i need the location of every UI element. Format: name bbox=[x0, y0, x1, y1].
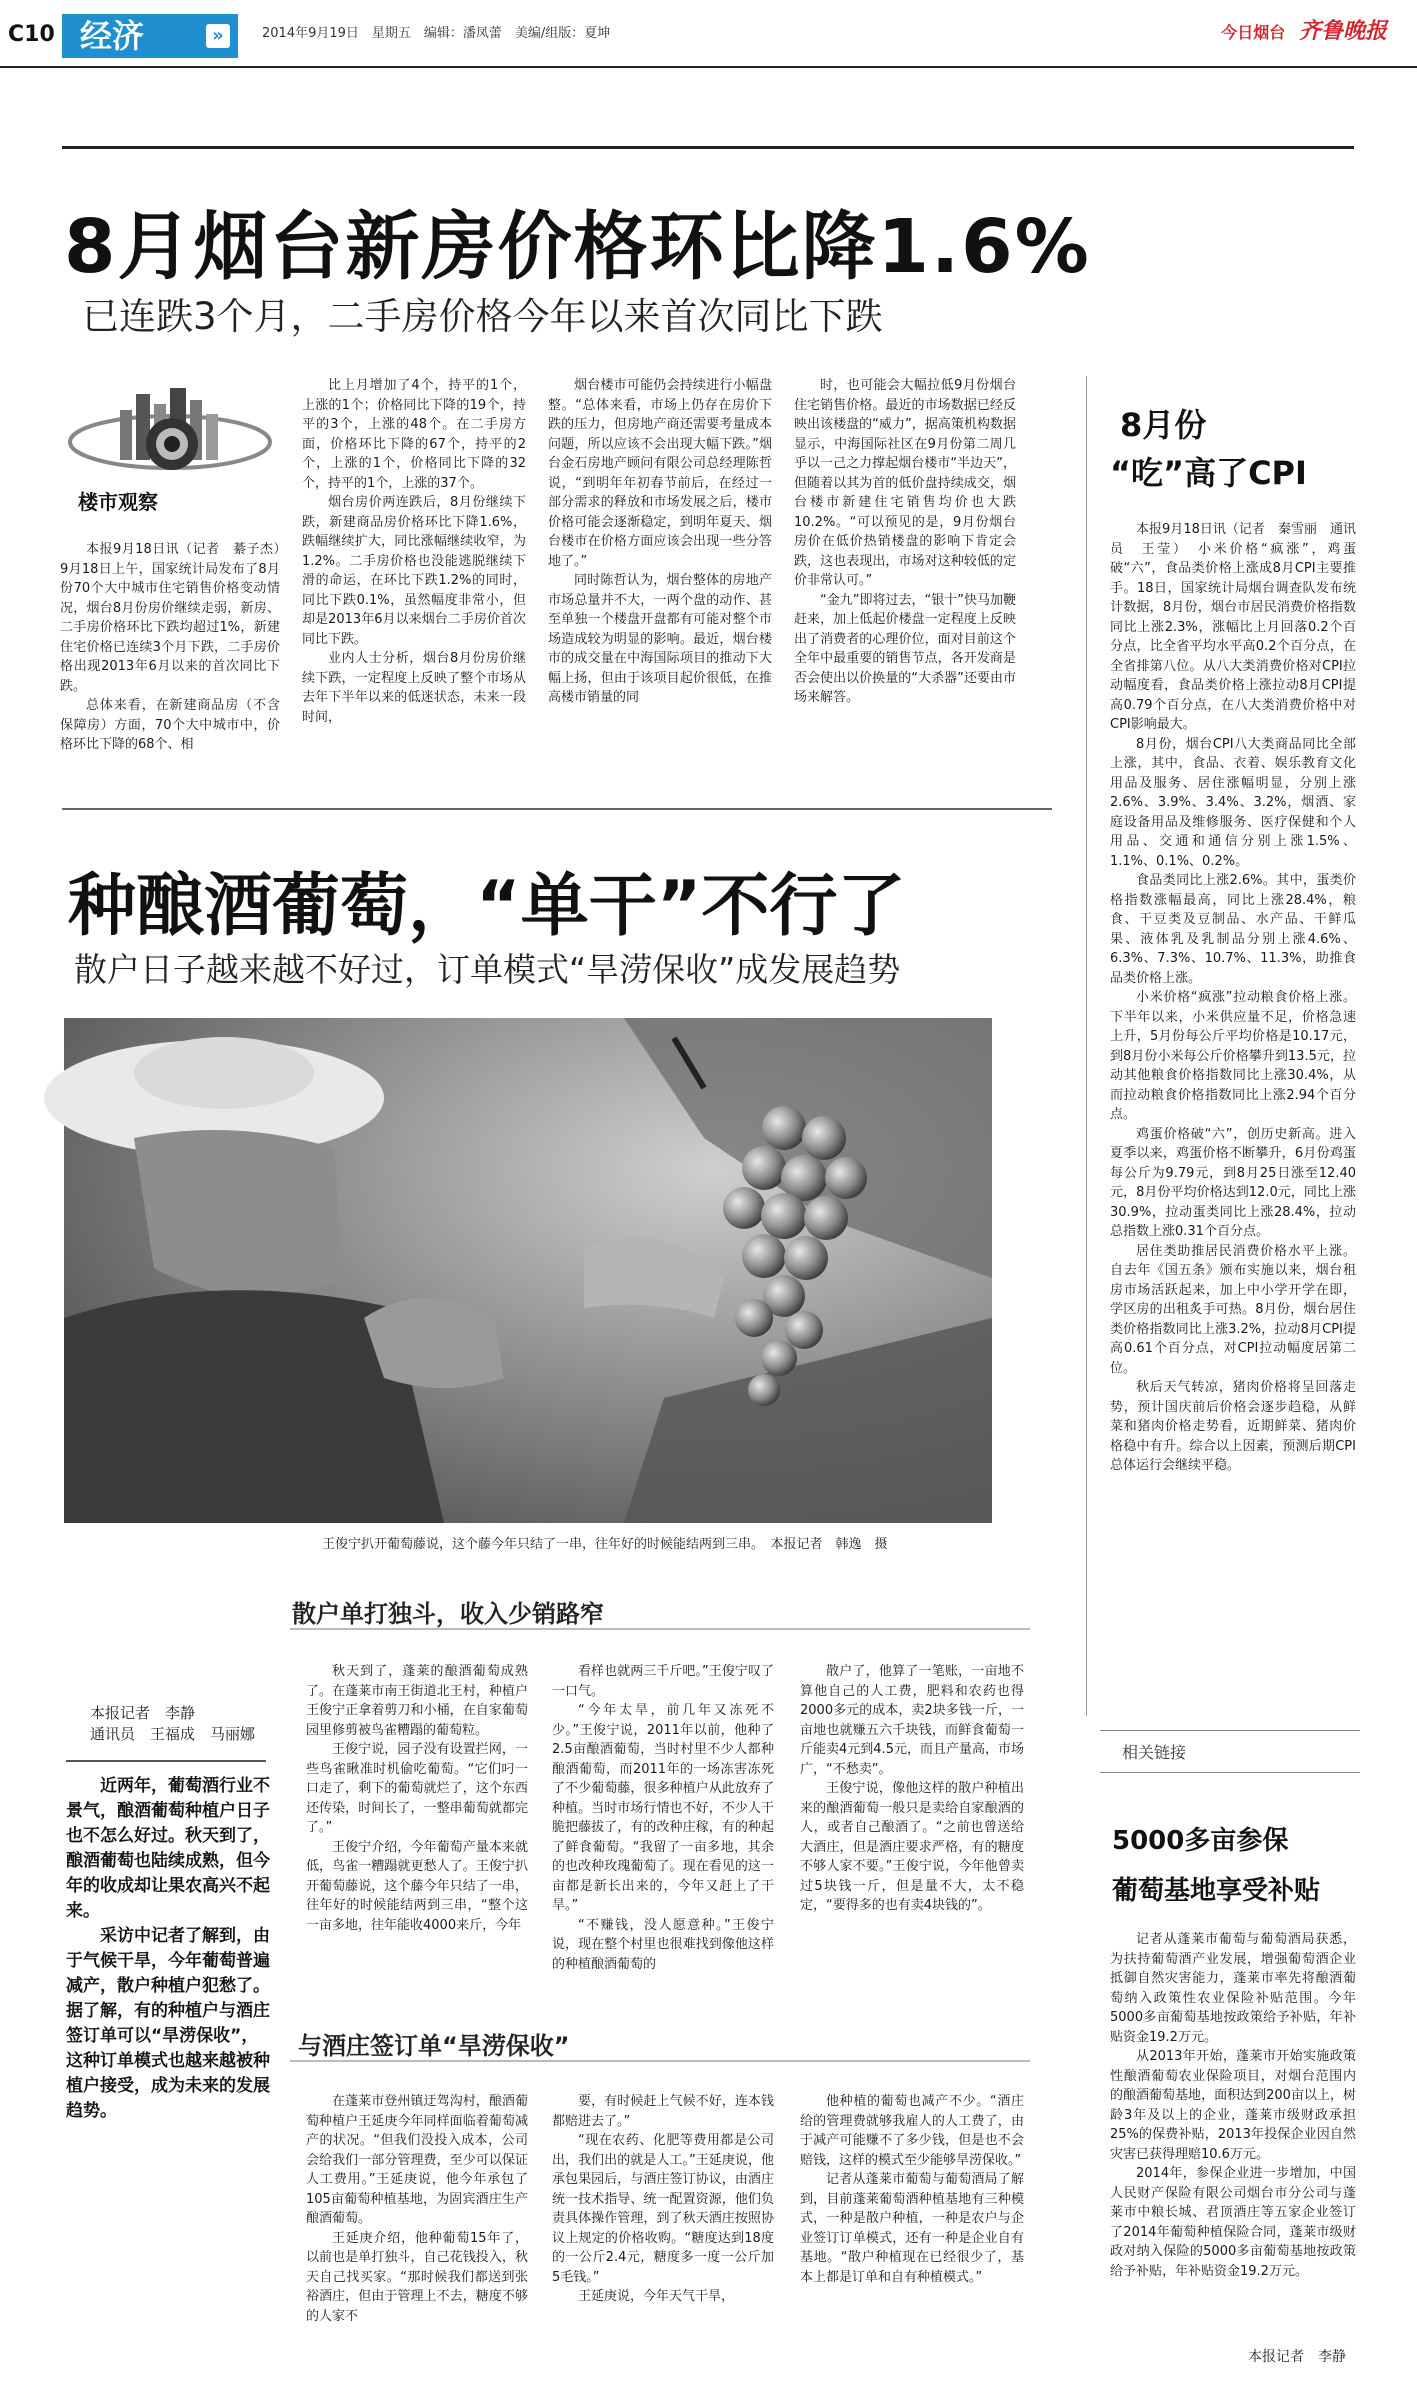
related-headline-line2: 葡萄基地享受补贴 bbox=[1112, 1876, 1321, 1906]
story2-subheadline: 散户日子越来越不好过，订单模式“旱涝保收”成发展趋势 bbox=[74, 950, 901, 989]
story2-byline bbox=[90, 1703, 255, 1745]
photo-image bbox=[64, 1018, 992, 1523]
related-reporter: 本报记者 李静 bbox=[1248, 2349, 1346, 2365]
city-skyline-icon bbox=[60, 380, 274, 490]
cpi-headline-line2: “吃”高了CPI bbox=[1110, 454, 1307, 492]
issue-meta: 2014年9月19日 星期五 编辑：潘凤蕾 美编/组版：夏坤 bbox=[262, 26, 611, 41]
related-rule-top bbox=[1100, 1730, 1360, 1731]
section-badge bbox=[62, 14, 238, 58]
section2-col-1: 在蓬莱市登州镇迂驾沟村，酿酒葡萄种植户王延庚今年同样面临着葡萄减产的状况。“但我们没投入成本，公司会给我们一部分管理费，至少可以保证人工费用。”王延庚说，他今年承包了105亩葡萄种植基地，为固宾酒庄生产酿酒葡萄。 王延庚介绍，他种葡萄15年了，以前也是单打独斗，自己花钱投入，秋天自己找买家。“那时候我们都送到张裕酒庄，但由于管理上不去，糖度不够的人家不 bbox=[306, 2094, 528, 2324]
section1-col-3: 散户了，他算了一笔账，一亩地不算他自己的人工费，肥料和农药也得2000多元的成本，卖2块多钱一斤，一亩地也就赚五六千块钱，而鲜食葡萄一斤能卖4元到4.5元，而且产量高，市场广，“不愁卖”。 王俊宁说，像他这样的散户种植出来的酿酒葡萄一般只是卖给自家酿酒的人，或者自己酿酒了。“之前也曾送给大酒庄，但是酒庄要求严格，有的糖度不够人家不要。”王俊宁说，今年他曾卖过5块钱一斤，但是量不大，太不稳定，“要得多的也有卖4块钱的”。 bbox=[800, 1664, 1024, 1913]
cpi-headline-line1: 8月份 bbox=[1120, 406, 1207, 444]
related-headline-line1: 5000多亩参保 bbox=[1112, 1826, 1289, 1856]
related-label: 相关链接 bbox=[1122, 1743, 1187, 1762]
related-body: 记者从蓬莱市葡萄与葡萄酒局获悉，为扶持葡萄酒产业发展，增强葡萄酒企业抵御自然灾害能力，蓬莱市率先将酿酒葡萄纳入政策性农业保险补贴范围。今年5000多亩葡萄基地按政策给予补贴，年补贴资金19.2万元。 从2013年开始，蓬莱市开始实施政策性酿酒葡萄农业保险项目，对烟台范围内的酿酒葡萄基地，面积达到200亩以上，树龄3年及以上的企业，蓬莱市级财政承担25%的保费补贴，2013年投保企业因自然灾害已获得理赔10.6万元。 2014年，参保企业进一步增加，中国人民财产保险有限公司烟台市分公司与蓬莱市中粮长城、君顶酒庄等五家企业签订了2014年葡萄种植保险合同，蓬莱市级财政对纳入保险的5000多亩葡萄基地按政策给予补贴，年补贴资金19.2万元。 bbox=[1110, 1932, 1356, 2279]
byline-correspondent: 通讯员 王福成 马丽娜 bbox=[90, 1725, 256, 1743]
story2-rule bbox=[62, 808, 1052, 810]
column-label: 楼市观察 bbox=[78, 490, 158, 514]
story1-col-1: 本报9月18日讯（记者 綦子杰） 9月18日上午，国家统计局发布了8月份70个大中城市住宅销售价格变动情况，烟台8月份房价继续走弱，新房、二手房价格环比下跌均超过1%，新建住宅价格已连续3个月下跌，二手房价格出现2013年6月以来的首次同比下跌。 总体来看，在新建商品房（不含保障房）方面，70个大中城市中，价格环比下降的68个、相 bbox=[60, 542, 294, 752]
sidebar-divider bbox=[1086, 376, 1087, 1716]
section2-col-3: 他种植的葡萄也减产不少。“酒庄给的管理费就够我雇人的人工费了，由于减产可能赚不了多少钱，但是也不会赔钱，这样的模式至少能够旱涝保收。” 记者从蓬莱市葡萄与葡萄酒局了解到，目前蓬莱葡萄酒种植基地有三种模式，一种是散户种植，一种是农户与企业签订订单模式，还有一种是企业自有基地。“散户种植现在已经很少了，基本上都是订单和自有种植模式。” bbox=[800, 2094, 1024, 2285]
story1-subheadline: 已连跌3个月，二手房价格今年以来首次同比下跌 bbox=[82, 295, 883, 338]
page-number: C10 bbox=[8, 22, 55, 47]
photo-caption: 王俊宁扒开葡萄藤说，这个藤今年只结了一串，往年好的时候能结两到三串。 本报记者 韩逸 摄 bbox=[322, 1537, 888, 1552]
header-rule bbox=[0, 66, 1417, 68]
story1-headline: 8月烟台新房价格环比降1.6% bbox=[64, 204, 1091, 290]
story1-col-3: 烟台楼市可能仍会持续进行小幅盘整。“总体来看，市场上仍存在房价下跌的压力，但房地产商还需要考量成本问题，所以应该不会出现大幅下跌。”烟台金石房地产顾问有限公司总经理陈哲说，“到明年年初春节前后，在经过一部分需求的释放和市场发展之后，楼市价格可能会逐渐稳定，到明年夏天、烟台楼市在价格方面应该会出现一些分答地了。” 同时陈哲认为，烟台整体的房地产市场总量并不大，一两个盘的动作、甚至单独一个楼盘开盘都有可能对整个市场造成较为明显的影响。最近，烟台楼市的成交量在中海国际项目的推动下大幅上扬，但由于该项目起价很低，在推高楼市销量的同 bbox=[548, 378, 772, 705]
section1-col-2: 看样也就两三千斤吧。”王俊宁叹了一口气。 “今年太旱，前几年又冻死不少。”王俊宁说，2011年以前，他种了2.5亩酿酒葡萄，当时村里不少人都种酿酒葡萄，而2011年的一场冻害冻死了不少葡萄藤，很多种植户从此放弃了种植。当时市场行情也不好，不少人干脆把藤拔了，有的改种庄稼，有的种起了鲜食葡萄。“我留了一亩多地，其余的也改种玫瑰葡萄了。现在看见的这一亩都是新长出来的，今年又赶上了干旱。” “不赚钱，没人愿意种。”王俊宁说，现在整个村里也很难找到像他这样的种植酿酒葡萄的 bbox=[552, 1664, 774, 1972]
related-rule-bottom bbox=[1100, 1772, 1360, 1773]
cpi-body: 本报9月18日讯（记者 秦雪丽 通讯员 王莹） 小米价格“疯涨”，鸡蛋破“六”，食品类价格上涨成8月CPI主要推手。18日，国家统计局烟台调查队发布统计数据，8月份，烟台市居民消费价格指数同比上涨2.3%，涨幅比上月回落0.2个百分点，比全省平均水平高0.2个百分点，在全省排第八位。从八大类消费价格对CPI拉动幅度看，食品类价格上涨拉动8月CPI提高0.79个百分点，在八大类消费价格中对CPI影响最大。 8月份，烟台CPI八大类商品同比全部上涨，其中，食品、衣着、娱乐教育文化用品及服务、居住涨幅明显，分别上涨2.6%、3.9%、3.4%、3.2%，烟酒、家庭设备用品及维修服务、医疗保健和个人用品、交通和通信分别上涨1.5%、1.1%、0.1%、0.2%。 食品类同比上涨2.6%。其中，蛋类价格指数涨幅最高，同比上涨28.4%，粮食、干豆类及豆制品、水产品、干鲜瓜果、液体乳及乳制品分别上涨4.6%、6.3%、7.3%、10.7%、11.3%，助推食品类价格上涨。 小米价格“疯涨”拉动粮食价格上涨。下半年以来，小米供应量不足，价格急速上升，5月份每公斤平均价格是10.17元，到8月份小米每公斤价格攀升到13.5元，拉动其他粮食价格指数同比上涨30.4%，从而拉动粮食价格指数同比上涨2.94个百分点。 鸡蛋价格破“六”，创历史新高。进入夏季以来，鸡蛋价格不断攀升，6月份鸡蛋每公斤为9.79元，到8月25日涨至12.40元，8月份平均价格达到12.0元，同比上涨30.9%，拉动蛋类同比上涨28.4%，拉动总指数上涨0.31个百分点。 居住类助推居民消费价格水平上涨。自去年《国五条》颁布实施以来，烟台租房市场活跃起来，加上中小学开学在即，学区房的出租炙手可热。8月份，烟台居住类价格指数同比上涨3.2%，拉动8月CPI提高0.61个百分点，对CPI拉动幅度居第二位。 秋后天气转凉，猪肉价格将呈回落走势，预计国庆前后价格会逐步趋稳，从鲜菜和猪肉价格走势看，近期鲜菜、猪肉价格稳中有升。综合以上因素，预测后期CPI总体运行会继续平稳。 bbox=[1110, 522, 1356, 1473]
story2-headline: 种酿酒葡萄，“单干”不行了 bbox=[68, 867, 906, 946]
market-watch-logo bbox=[60, 380, 274, 514]
section2-title: 与酒庄签订单“旱涝保收” bbox=[298, 2032, 570, 2060]
section1-col-1: 秋天到了，蓬莱的酿酒葡萄成熟了。在蓬莱市南王街道北王村，种植户王俊宁正拿着剪刀和小桶，在自家葡萄园里修剪被鸟雀糟蹋的葡萄粒。 王俊宁说，园子没有设置拦网，一些鸟雀瞅准时机偷吃葡萄。“它们叼一口走了，剩下的葡萄就烂了，这个东西还传染，时间长了，一整串葡萄就都完了。” 王俊宁介绍，今年葡萄产量本来就低，鸟雀一糟蹋就更愁人了。王俊宁扒开葡萄藤说，这个藤今年只结了一串，往年好的时候能结两到三串，“整个这一亩多地，往年能收4000来斤，今年 bbox=[306, 1664, 528, 1933]
masthead-brand bbox=[1221, 14, 1387, 45]
story2-lead: 近两年，葡萄酒行业不景气，酿酒葡萄种植户日子也不怎么好过。秋天到了，酿酒葡萄也陆续成熟，但今年的收成却让果农高兴不起来。 采访中记者了解到，由于气候干旱，今年葡萄普遍减产，散户种植户犯愁了。据了解，有的种植户与酒庄签订单可以“旱涝保收”，这种订单模式也越来越被种植户接受，成为未来的发展趋势。 bbox=[66, 1776, 270, 2121]
chevron-right-icon: » bbox=[206, 24, 230, 48]
edition-label: 今日烟台 bbox=[1221, 23, 1286, 42]
section1-title: 散户单打独斗，收入少销路窄 bbox=[292, 1600, 604, 1628]
story1-col-2: 比上月增加了4个，持平的1个，上涨的1个；价格同比下降的19个，持平的3个，上涨的48个。在二手房方面，价格环比下降的67个，持平的2个，上涨的1个，价格同比下降的32个，持平的1个，上涨的37个。 烟台房价两连跌后，8月份继续下跌，新建商品房价格环比下降1.6%，跌幅继续扩大，同比涨幅继续收窄，为1.2%。二手房价格也没能逃脱继续下滑的命运，在环比下跌1.2%的同时，同比下跌0.1%，虽然幅度非常小，但却是2013年6月以来烟台二手房价首次同比下跌。 业内人士分析，烟台8月份房价继续下跌，一定程度上反映了整个市场从去年下半年以来的低迷状态，未来一段时间， bbox=[302, 378, 526, 725]
story-rule bbox=[62, 146, 1354, 149]
newspaper-logo: 齐鲁晚报 bbox=[1298, 19, 1387, 44]
farmer-grapes-photo bbox=[64, 1018, 992, 1523]
byline-reporter: 本报记者 李静 bbox=[90, 1704, 196, 1722]
section-title: 经济 bbox=[80, 17, 145, 55]
byline-rule bbox=[66, 1760, 266, 1762]
story1-col-4: 时，也可能会大幅拉低9月份烟台住宅销售价格。最近的市场数据已经反映出该楼盘的“威力”，据高策机构数据显示，中海国际社区在9月份第二周几乎以一己之力撑起烟台楼市“半边天”，但随着以其为首的低价盘持续成交，烟台楼市新建住宅销售均价也大跌10.2%。“可以预见的是，9月份烟台房价在低价热销楼盘的影响下肯定会跌，这也表现出，市场对这种较低的定价非常认可。” “金九”即将过去，“银十”快马加鞭赶来，加上低起价楼盘一定程度上反映出了消费者的心理价位，面对目前这个全年中最重要的销售节点，各开发商是否会使出以价换量的“大杀器”还要由市场来解答。 bbox=[794, 378, 1016, 705]
section2-col-2: 要，有时候赶上气候不好，连本钱都赔进去了。” “现在农药、化肥等费用都是公司出，我们出的就是人工。”王延庚说，他承包果园后，与酒庄签订协议，由酒庄统一技术指导、统一配置资源，他们负责具体操作管理，到了秋天酒庄按照协议上规定的价格收购。“糖度达到18度的一公斤2.4元，糖度多一度一公斤加5毛钱。” 王延庚说，今年天气干旱， bbox=[552, 2094, 774, 2304]
